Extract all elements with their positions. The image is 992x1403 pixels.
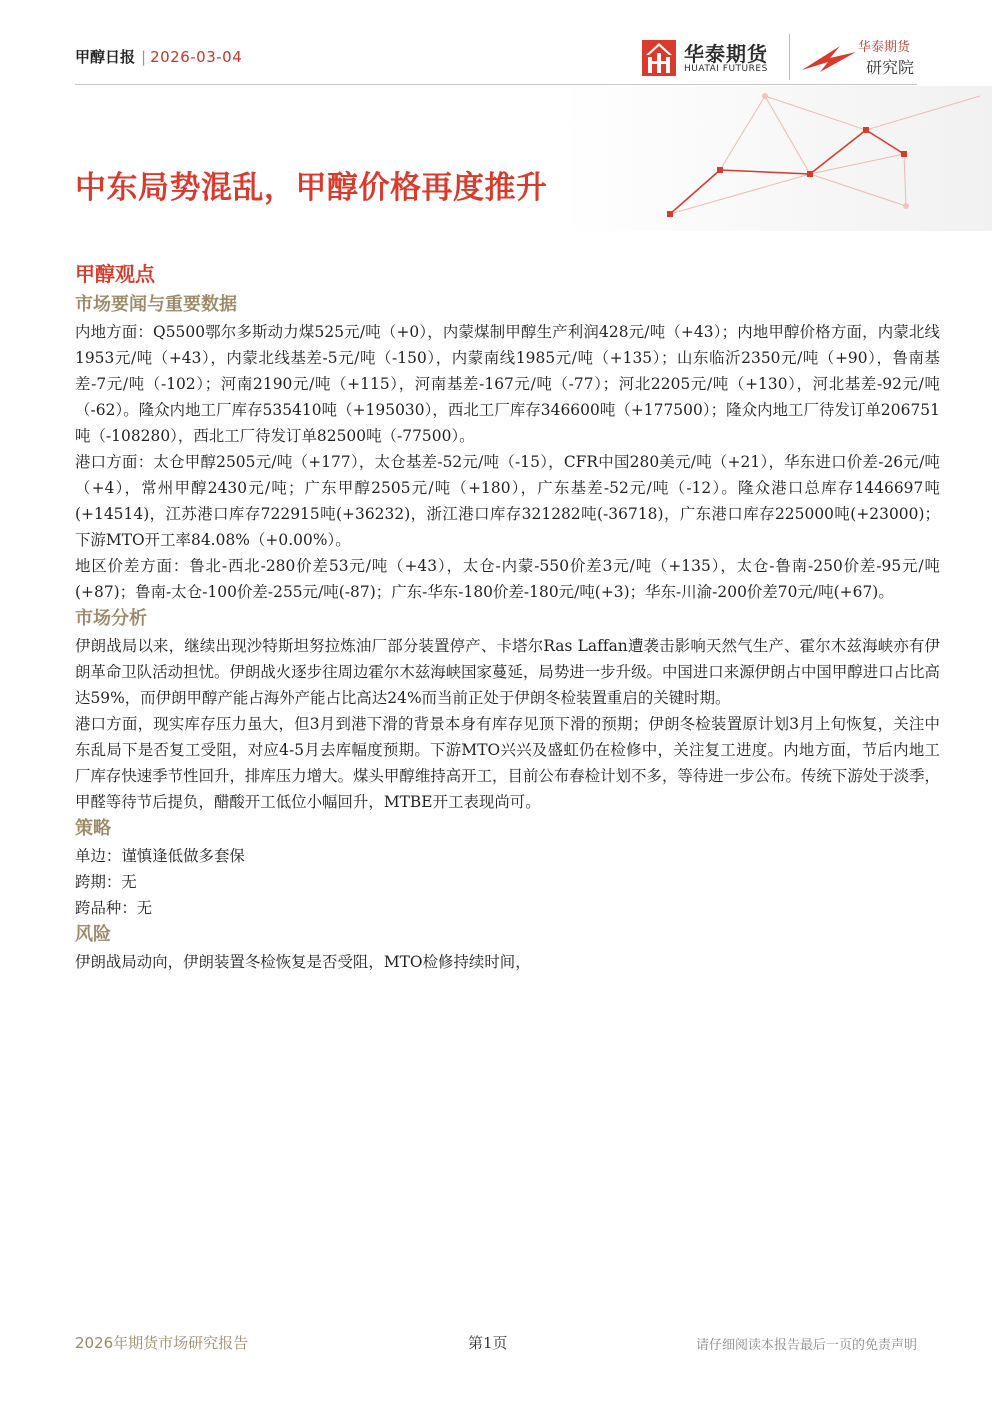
logo-divider: [789, 34, 790, 80]
strategy-intertemporal: 跨期：无: [75, 873, 137, 891]
huatai-logo-icon: [642, 40, 676, 76]
strategy-single-side: 单边：谨慎逢低做多套保: [75, 847, 245, 865]
institute-logo-icon: [800, 42, 858, 74]
news-paragraph-spread: 地区价差方面：鲁北-西北-280价差53元/吨（+43），太仓-内蒙-550价差3元/吨（+135），太仓-鲁南-250价差-95元/吨(+87)；鲁南-太仓-100价差-255元/吨(-87)；广东-华东-180价差-180元/吨(+3)；华东-川渝-200价差70元/吨(+67)。: [75, 557, 940, 601]
page-number: 第1页: [468, 1334, 508, 1352]
footer-disclaimer-note: 请仔细阅读本报告最后一页的免责声明: [695, 1338, 917, 1353]
news-paragraph-inland: 内地方面：Q5500鄂尔多斯动力煤525元/吨（+0），内蒙煤制甲醇生产利润428元/吨（+43）；内地甲醇价格方面，内蒙北线1953元/吨（+43），内蒙北线基差-5元/吨（-150），内蒙南线1985元/吨（+135）；山东临沂2350元/吨（+90），鲁南基差-7元/吨（-102）；河南2190元/吨（+115），河南基差-167元/吨（-77）；河北2205元/吨（+130），河北基差-92元/吨（-62）。隆众内地工厂库存535410吨（+195030），西北工厂库存346600吨（+177500）；隆众内地工厂待发订单206751吨（-108280），西北工厂待发订单82500吨（-77500）。: [75, 323, 940, 445]
analysis-paragraph-2: 港口方面，现实库存压力虽大，但3月到港下滑的背景本身有库存见顶下滑的预期；伊朗冬检装置原计划3月上旬恢复，关注中东乱局下是否复工受阻，对应4-5月去库幅度预期。下游MTO兴兴及盛虹仍在检修中，关注复工进度。内地方面，节后内地工厂库存快速季节性回升，排库压力增大。煤头甲醇维持高开工，目前公布春检计划不多，等待进一步公布。传统下游处于淡季，甲醛等待节后提负，醋酸开工低位小幅回升，MTBE开工表现尚可。: [75, 715, 940, 811]
strategy-heading: 策略: [75, 818, 111, 839]
news-paragraph-port: 港口方面：太仓甲醇2505元/吨（+177），太仓基差-52元/吨（-15），CFR中国280美元/吨（+21），华东进口价差-26元/吨（+4），常州甲醇2430元/吨；广东甲醇2505元/吨（+180），广东基差-52元/吨（-12）。隆众港口总库存1446697吨(+14514)，江苏港口库存722915吨(+36232)，浙江港口库存321282吨(-36718)，广东港口库存225000吨(+23000)；下游MTO开工率84.08%（+0.00%）。: [75, 453, 940, 549]
analysis-paragraph-1: 伊朗战局以来，继续出现沙特斯坦努拉炼油厂部分装置停产、卡塔尔Ras Laffan遭袭击影响天然气生产、霍尔木兹海峡亦有伊朗革命卫队活动担忧。伊朗战火逐步往周边霍尔木兹海峡国家蔓延，局势进一步升级。中国进口来源伊朗占中国甲醇进口占比高达59%，而伊朗甲醇产能占海外产能占比高达24%而当前正处于伊朗冬检装置重启的关键时期。: [75, 637, 940, 707]
footer-report-name: 2026年期货市场研究报告: [75, 1334, 249, 1352]
logo-name-en: HUATAI FUTURES: [684, 64, 768, 74]
news-heading: 市场要闻与重要数据: [75, 294, 237, 315]
risk-text: 伊朗战局动向，伊朗装置冬检恢复是否受阻，MTO检修持续时间，: [75, 953, 531, 971]
logo-name-cn: 华泰期货: [684, 42, 768, 66]
institute-line1: 华泰期货: [858, 40, 911, 55]
huatai-futures-logo: [642, 38, 782, 82]
analysis-heading: 市场分析: [75, 608, 147, 629]
page-title: 中东局势混乱，甲醇价格再度推升: [75, 170, 548, 206]
report-type: 甲醇日报: [75, 48, 136, 66]
network-banner-graphic: [560, 86, 992, 231]
section-heading: 甲醇观点: [75, 262, 155, 286]
risk-heading: 风险: [75, 924, 111, 945]
report-header: [75, 46, 242, 67]
strategy-cross-variety: 跨品种：无: [75, 899, 153, 917]
header-divider: [75, 84, 917, 85]
report-date: 2026-03-04: [150, 48, 243, 66]
institute-line2: 研究院: [866, 58, 915, 77]
report-body: [75, 258, 940, 975]
page-footer: [75, 1332, 917, 1356]
header-separator: |: [141, 48, 147, 66]
research-institute-logo: [800, 36, 925, 80]
